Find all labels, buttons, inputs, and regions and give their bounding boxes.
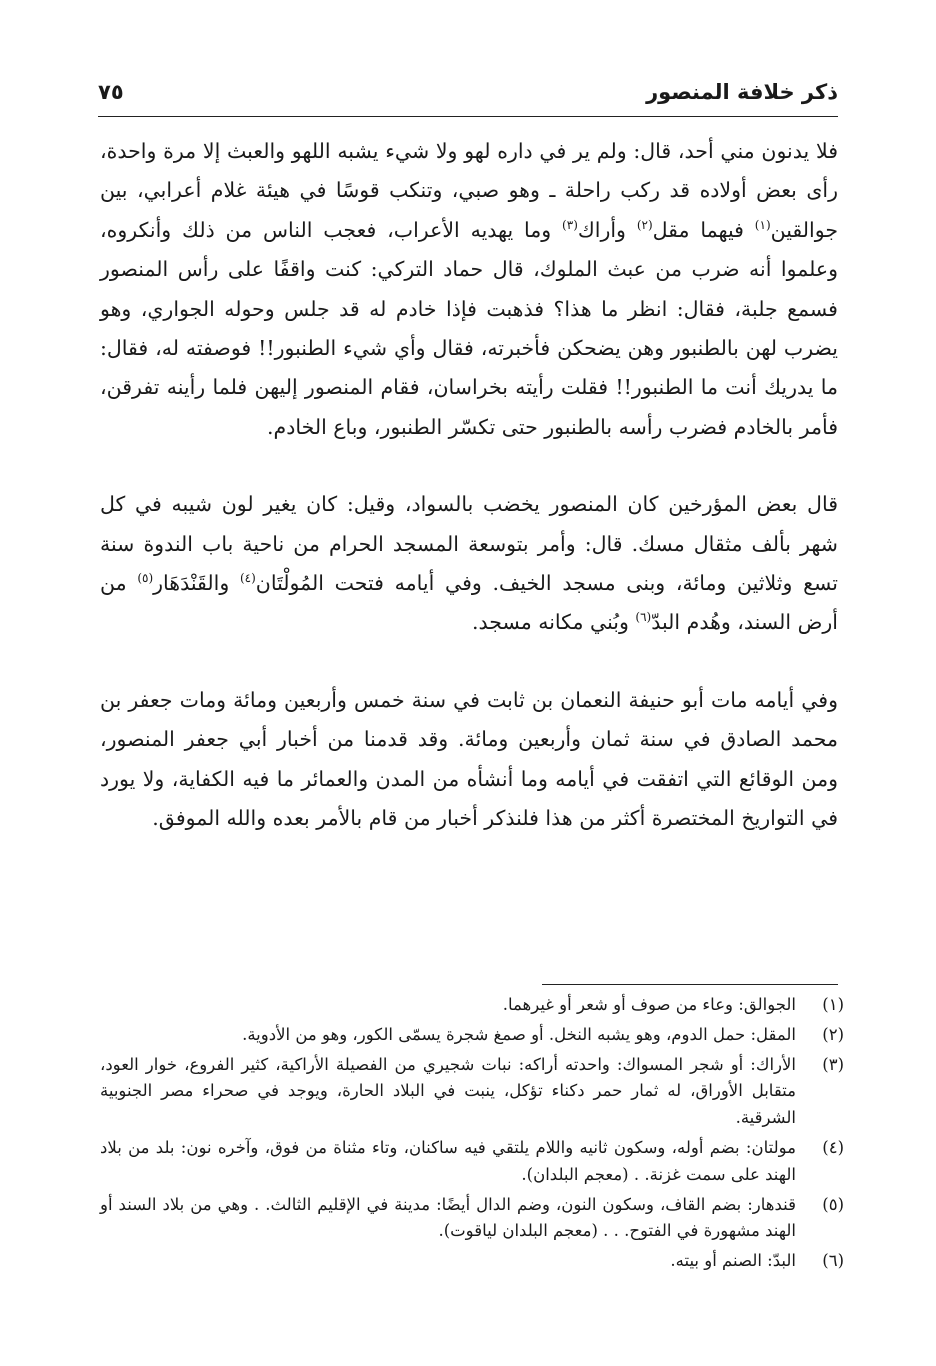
footnote-ref-4[interactable]: (٤) xyxy=(239,571,256,586)
footnote-number: (١) xyxy=(822,995,844,1014)
footnote-text: الجوالق: وعاء من صوف أو شعر أو غيرهما. xyxy=(502,995,796,1014)
footnote-ref-1[interactable]: (١) xyxy=(754,217,771,232)
footnote-item xyxy=(100,1052,844,1132)
footnotes xyxy=(100,992,844,1278)
page-header xyxy=(98,74,838,117)
footnote-divider xyxy=(542,984,838,985)
footnote-ref-2[interactable]: (٢) xyxy=(636,217,653,232)
text-run: وبُني مكانه مسجد. xyxy=(471,610,636,635)
paragraph xyxy=(100,132,838,447)
text-run: والقَنْدَهَار xyxy=(153,571,240,596)
footnote-number: (٦) xyxy=(822,1251,844,1271)
footnote-number: (٥) xyxy=(822,1194,844,1214)
paragraph xyxy=(100,681,838,839)
footnote-ref-5[interactable]: (٥) xyxy=(137,571,154,586)
footnote-number: (٤) xyxy=(822,1137,844,1157)
footnote-text: الأراك: أو شجر المسواك: واحدته أراكه: نبات شجيري من الفصيلة الأراكية، كثير الفروع، خوار العود، متقابل الأوراق، له ثمار حمر دكناء تؤكل، ينبت في البلاد الحارة، ويوجد في صحراء مصر الجنوبية الشرقية. xyxy=(100,1054,796,1128)
text-run: وأراك xyxy=(577,217,637,242)
footnote-text: مولتان: بضم أوله، وسكون ثانيه واللام يلتقي فيه ساكنان، وتاء مثناة من فوق، وآخره نون: بلد من بلاد الهند على سمت غزنة. . (معجم البلدان). xyxy=(100,1137,796,1184)
footnote-ref-3[interactable]: (٣) xyxy=(562,217,578,232)
paragraph xyxy=(100,485,838,643)
text-run: قال بعض المؤرخين كان المنصور يخضب بالسواد، وقيل: كان يغير لون شيبه في كل شهر بألف مثقال مسك. قال: وأمر بتوسعة المسجد الحرام من ناحية باب الندوة سنة تسع وثلاثين ومائة، وبنى مسجد الخيف. وفي أيامه فتحت المُولْتَان xyxy=(100,492,838,596)
footnote-text: قندهار: بضم القاف، وسكون النون، وضم الدال أيضًا: مدينة في الإقليم الثالث. . وهي من بلاد السند أو الهند مشهورة في الفتوح. . . (معجم البلدان لياقوت). xyxy=(100,1194,796,1241)
text-run: وفي أيامه مات أبو حنيفة النعمان بن ثابت في سنة خمس وأربعين ومائة ومات جعفر بن محمد الصادق في سنة ثمان وأربعين ومائة. وقد قدمنا من أخبار أبي جعفر المنصور، ومن الوقائع التي اتفقت في أيامه وما أنشأه من المدن والعمائر ما فيه الكفاية، ولا يورد في التواريخ المختصرة أكثر من هذا فلنذكر أخبار من قام بالأمر بعده والله الموفق. xyxy=(100,687,838,831)
running-title: ذكر خلافة المنصور xyxy=(646,80,838,104)
text-run: وما يهديه الأعراب، فعجب الناس من ذلك وأنكروه، وعلموا أنه ضرب من عبث الملوك، قال حماد التركي: كنت واقفًا على رأس المنصور فسمع جلبة، فقال: انظر ما هذا؟ فذهبت فإذا خادم له قد جلس وحوله الجواري، وهو يضرب لهن بالطنبور وهن يضحكن فأخبرته، فقال وأي شيء الطنبور!! فوصفته له، فقال: ما يدريك أنت ما الطنبور!! فقلت رأيته بخراسان، فقام المنصور إليهن فلما رأينه تفرقن، فأمر بالخادم فضرب رأسه بالطنبور حتى تكسّر الطنبور، وباع الخادم. xyxy=(100,217,838,439)
main-text xyxy=(100,132,838,839)
text-run: فلا يدنون مني أحد، قال: ولم ير في داره لهو ولا شيء يشبه اللهو والعبث إلا مرة واحدة، رأى بعض أولاده قد ركب راحلة ـ وهو صبي، وتنكب قوسًا في هيئة غلام أعرابي، بين جوالقين xyxy=(100,139,838,242)
page-number: ٧٥ xyxy=(98,80,124,104)
footnote-ref-6[interactable]: (٦) xyxy=(635,610,652,625)
footnote-item xyxy=(100,1135,844,1189)
footnote-number: (٣) xyxy=(822,1054,844,1074)
footnote-item xyxy=(100,1248,844,1275)
footnote-item xyxy=(100,1192,844,1246)
footnote-number: (٢) xyxy=(822,1024,844,1044)
text-run: فيهما مقل xyxy=(652,217,755,242)
text-run: من أرض السند، وهُدم البدّ xyxy=(100,571,838,635)
footnote-text: البدّ: الصنم أو بيته. xyxy=(670,1251,796,1271)
footnote-text: المقل: حمل الدوم، وهو يشبه النخل. أو صمغ شجرة يسمّى الكور، وهو من الأدوية. xyxy=(242,1024,796,1044)
footnote-item xyxy=(100,1022,844,1049)
footnote-item xyxy=(100,992,844,1019)
